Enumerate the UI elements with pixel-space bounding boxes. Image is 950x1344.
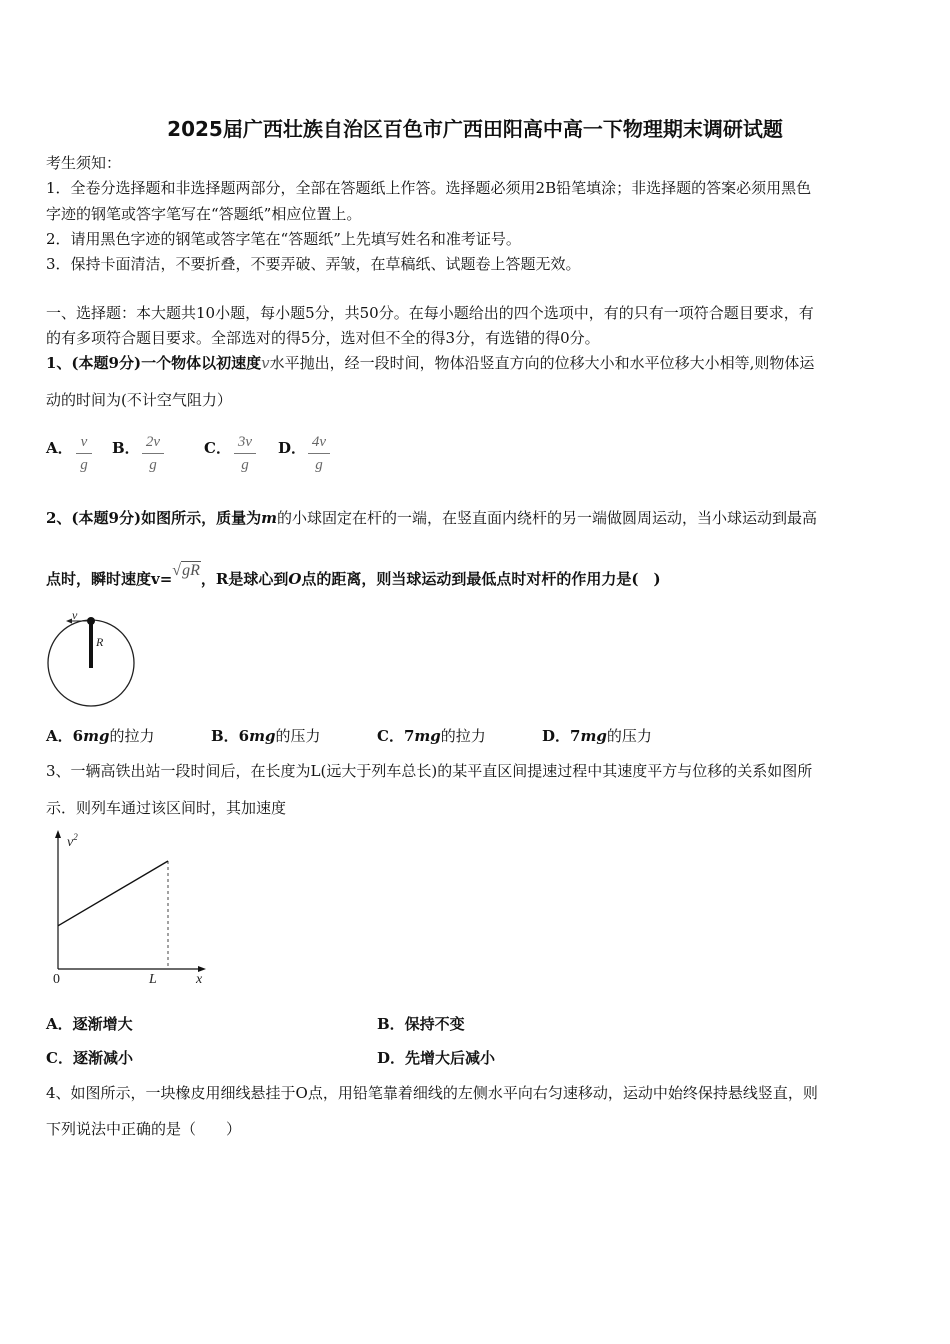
q1-text-a1: 1、(本题9分)一个物体以初速度 — [46, 354, 262, 372]
q2-text-b3: 点的距离，则当球运动到最低点时对杆的作用力是( ) — [301, 570, 661, 588]
q2-option-c — [377, 725, 486, 746]
q2-var-m: m — [261, 509, 277, 527]
q1-option-a-label: A． — [46, 439, 73, 457]
q2-text-b — [46, 562, 661, 589]
q1-option-c-num: 3v — [237, 434, 253, 450]
q1-option-b-den: g — [149, 457, 157, 473]
q2-text-a1: 2、(本题9分)如图所示，质量为 — [46, 509, 262, 527]
q1-text-a2: 水平抛出，经一段时间，物体沿竖直方向的位移大小和水平位移大小相等,则物体运 — [269, 354, 815, 372]
q1-var: v — [261, 354, 270, 372]
q2-ball — [87, 617, 95, 625]
notice-heading: 考生须知： — [46, 154, 122, 172]
q1-option-a-den: g — [80, 457, 88, 473]
q1-option-d-label: D． — [278, 439, 307, 457]
q3-y-axis-arrow — [55, 830, 61, 838]
q2-fig-r-label: R — [96, 635, 104, 649]
q1-option-d-den: g — [315, 457, 323, 473]
q3-data-line — [58, 861, 168, 926]
q2-option-b-var: mg — [249, 727, 276, 745]
q2-option-d-post: 的压力 — [606, 727, 652, 745]
q1-option-d-num: 4v — [311, 434, 327, 450]
q1-option-a-fraction — [76, 432, 92, 474]
q2-var-o: O — [288, 570, 302, 588]
q2-option-d — [542, 725, 652, 746]
q2-option-a-var: mg — [83, 727, 110, 745]
q3-option-c: C．逐渐减小 — [46, 1049, 133, 1067]
notice-line-1a: 1．全卷分选择题和非选择题两部分，全部在答题纸上作答。选择题必须用2B铅笔填涂；非选择题的答案必须用黑色 — [46, 179, 812, 197]
q1-option-b-fraction — [142, 432, 164, 474]
q1-option-c-fraction — [234, 432, 256, 474]
q2-text-a — [46, 507, 817, 528]
q1-option-b-num: 2v — [145, 434, 161, 450]
q2-option-b-post: 的压力 — [275, 727, 321, 745]
q1-option-b-label: B． — [112, 439, 140, 457]
q4-text-b: 下列说法中正确的是（ ） — [46, 1120, 242, 1138]
q3-text-b: 示．则列车通过该区间时，其加速度 — [46, 799, 287, 817]
q1-text-a — [46, 352, 814, 373]
q3-option-a: A．逐渐增大 — [46, 1015, 133, 1033]
q3-x-tick-label: L — [149, 972, 157, 987]
notice-line-3: 3．保持卡面清洁，不要折叠，不要弄破、弄皱，在草稿纸、试题卷上答题无效。 — [46, 255, 581, 273]
q1-option-c-den: g — [241, 457, 249, 473]
q3-option-b: B．保持不变 — [377, 1015, 465, 1033]
q2-option-c-post: 的拉力 — [440, 727, 486, 745]
q2-option-a-post: 的拉力 — [109, 727, 155, 745]
q2-sqrt: √gR — [172, 562, 200, 579]
q2-circle-figure — [40, 608, 140, 710]
q2-option-a — [46, 725, 154, 746]
q1-option-a-num: v — [80, 434, 88, 450]
q2-option-b-pre: B．6 — [211, 727, 250, 745]
q3-option-d: D．先增大后减小 — [377, 1049, 496, 1067]
q2-option-b — [211, 725, 321, 746]
q3-chart — [40, 826, 220, 986]
q3-x-label: x — [196, 972, 203, 987]
q4-text-a: 4、如图所示，一块橡皮用细线悬挂于O点，用铅笔靠着细线的左侧水平向右匀速移动，运动中始终保持悬线竖直，则 — [46, 1084, 818, 1102]
page-title: 2025届广西壮族自治区百色市广西田阳高中高一下物理期末调研试题 — [167, 117, 783, 141]
notice-line-1b: 字迹的钢笔或答字笔写在“答题纸”相应位置上。 — [46, 205, 362, 223]
section1-line-b: 的有多项符合题目要求。全部选对的得5分，选对但不全的得3分，有选错的得0分。 — [46, 329, 600, 347]
notice-line-2: 2．请用黑色字迹的钢笔或答字笔在“答题纸”上先填写姓名和准考证号。 — [46, 230, 521, 248]
q3-text-a: 3、一辆高铁出站一段时间后，在长度为L(远大于列车总长)的某平直区间提速过程中其速度平方与位移的关系如图所 — [46, 762, 813, 780]
q1-option-c-label: C． — [204, 439, 231, 457]
q1-text-b: 动的时间为(不计空气阻力） — [46, 391, 232, 409]
q2-text-a2: 的小球固定在杆的一端，在竖直面内绕杆的另一端做圆周运动，当小球运动到最高 — [276, 509, 817, 527]
q2-text-b1: 点时，瞬时速度v= — [46, 570, 173, 588]
q2-fig-v-label: v — [72, 608, 78, 622]
q2-option-c-pre: C．7 — [377, 727, 415, 745]
q3-y-label: $v^2$ — [67, 832, 78, 850]
q2-option-d-pre: D．7 — [542, 727, 581, 745]
q2-sqrt-expr: gR — [182, 562, 200, 579]
q2-option-d-var: mg — [580, 727, 607, 745]
q1-option-d-fraction — [308, 432, 330, 474]
q2-option-c-var: mg — [414, 727, 441, 745]
section1-line-a: 一、选择题：本大题共10小题，每小题5分，共50分。在每小题给出的四个选项中，有的只有一项符合题目要求，有 — [46, 304, 814, 322]
q3-origin-label: 0 — [53, 972, 60, 987]
q2-option-a-pre: A．6 — [46, 727, 84, 745]
q2-text-b2: ，R是球心到 — [200, 570, 289, 588]
